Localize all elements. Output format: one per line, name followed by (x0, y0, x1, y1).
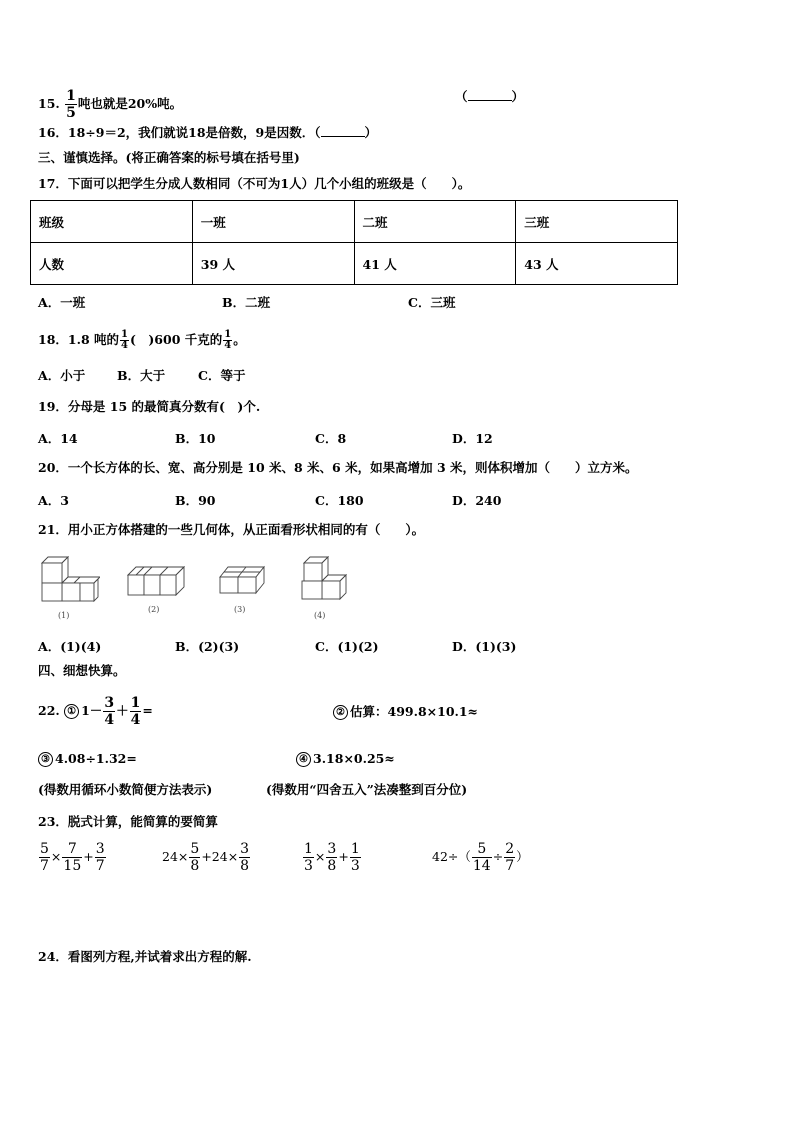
table-row (31, 201, 678, 243)
cube-figure-3: (3) (218, 553, 268, 623)
circled-number-icon: ③ (38, 752, 53, 767)
question-22-part-4: ④ 3.18×0.25≈ (296, 750, 395, 768)
question-15: 15. $\frac{1}{5}$ 吨也就是20%吨。 (38, 88, 183, 121)
note-recurring-decimal: (得数用循环小数简便方法表示) (38, 782, 213, 797)
question-20: 20．一个长方体的长、宽、高分别是 10 米、8 米、6 米，如果高增加 3 米，则体积增加（ ）立方米。 (38, 460, 638, 475)
circled-number-icon: ① (64, 704, 79, 719)
question-18: 18．1.8 吨的 $\frac{1}{4}$ ( )600 千克的 $\frac{1}{4}$ 。 (38, 329, 246, 351)
expression-23-2: 24× $\frac{5}{8}$ +24× $\frac{3}{8}$ (162, 841, 250, 874)
option-20-b[interactable]: B．90 (175, 493, 216, 508)
option-17-b[interactable]: B．二班 (222, 295, 271, 310)
table-cell: 三班 (516, 201, 678, 243)
table-cell: 人数 (31, 243, 193, 285)
section-4-heading: 四、细想快算。 (38, 663, 126, 678)
question-22-part-3: ③ 4.08÷1.32= (38, 750, 137, 768)
class-table (30, 200, 678, 285)
cube-figure-4: (4) (298, 553, 348, 623)
table-cell: 39 人 (192, 243, 354, 285)
cube-figure-2: (2) (126, 553, 188, 623)
circled-number-icon: ④ (296, 752, 311, 767)
question-23: 23．脱式计算，能简算的要简算 (38, 814, 218, 829)
option-21-c[interactable]: C．(1)(2) (315, 639, 379, 654)
option-21-b[interactable]: B．(2)(3) (175, 639, 240, 654)
option-18-a[interactable]: A．小于 (38, 368, 86, 383)
fraction-one-fifth: $\frac{1}{5}$ (66, 88, 76, 121)
table-cell: 班级 (31, 201, 193, 243)
section-3-heading: 三、谨慎选择。(将正确答案的标号填在括号里) (38, 150, 300, 165)
option-18-b[interactable]: B．大于 (117, 368, 166, 383)
note-rounding: (得数用“四舍五入”法凑整到百分位) (266, 782, 468, 797)
table-cell: 41 人 (354, 243, 516, 285)
option-21-d[interactable]: D．(1)(3) (452, 639, 517, 654)
option-19-d[interactable]: D．12 (452, 431, 493, 446)
expression-23-3: $\frac{1}{3}$ × $\frac{3}{8}$ + $\frac{1}{3}$ (304, 841, 360, 874)
question-24: 24．看图列方程,并试着求出方程的解. (38, 949, 252, 964)
table-cell: 二班 (354, 201, 516, 243)
expression-23-4: 42÷（ $\frac{5}{14}$ ÷ $\frac{2}{7}$ ） (432, 841, 529, 874)
question-19: 19．分母是 15 的最简真分数有( )个. (38, 399, 261, 414)
option-18-c[interactable]: C．等于 (198, 368, 246, 383)
option-20-d[interactable]: D．240 (452, 493, 502, 508)
expression-23-1: $\frac{5}{7}$ × $\frac{7}{15}$ + $\frac{3}{7}$ (40, 841, 105, 874)
table-cell: 一班 (192, 201, 354, 243)
answer-blank-16[interactable] (321, 125, 365, 137)
fraction-one-quarter: $\frac{1}{4}$ (224, 329, 232, 351)
option-19-a[interactable]: A．14 (38, 431, 78, 446)
question-22-part-2: ② 估算：499.8×10.1≈ (333, 703, 478, 721)
table-cell: 43 人 (516, 243, 678, 285)
answer-blank-15[interactable]: （ ） (455, 89, 525, 104)
question-21: 21．用小正方体搭建的一些几何体，从正面看形状相同的有（ ）。 (38, 522, 425, 537)
option-17-c[interactable]: C．三班 (408, 295, 456, 310)
option-17-a[interactable]: A．一班 (38, 295, 86, 310)
table-row (31, 243, 678, 285)
option-21-a[interactable]: A．(1)(4) (38, 639, 102, 654)
question-16: 16．18÷9＝2，我们就说18是倍数，9是因数．（ ） (38, 125, 378, 140)
cube-figure-1: (1) (38, 553, 100, 623)
option-19-b[interactable]: B．10 (175, 431, 216, 446)
circled-number-icon: ② (333, 705, 348, 720)
question-17: 17．下面可以把学生分成人数相同（不可为1人）几个小组的班级是（ ）。 (38, 176, 471, 191)
option-20-c[interactable]: C．180 (315, 493, 364, 508)
option-19-c[interactable]: C．8 (315, 431, 347, 446)
fraction-one-quarter: $\frac{1}{4}$ (121, 329, 128, 351)
option-20-a[interactable]: A．3 (38, 493, 69, 508)
question-22-part-1: 22. ① 1－ $\frac{3}{4}$ ＋ $\frac{1}{4}$ = (38, 695, 153, 728)
